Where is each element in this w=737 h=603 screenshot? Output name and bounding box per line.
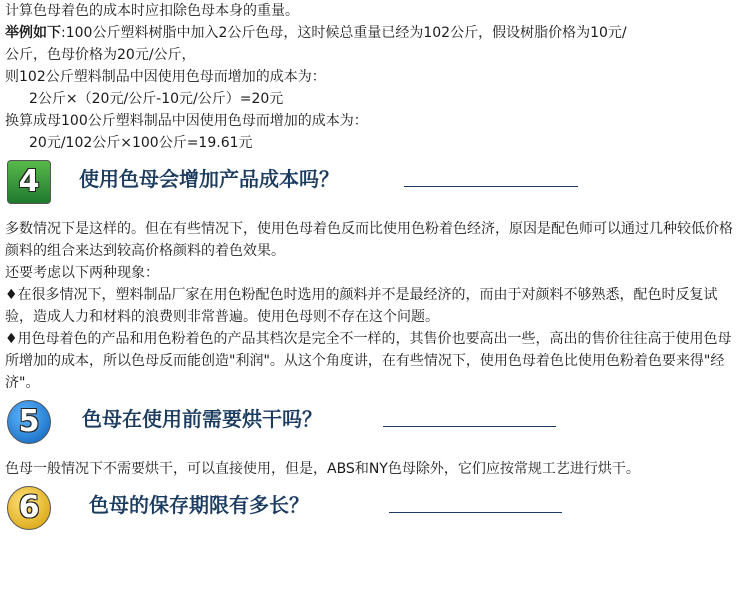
badge-number: 6 <box>18 490 40 525</box>
section-4-paragraph-2: 还要考虑以下两种现象： <box>5 265 159 281</box>
section-4-bullet-1: ♦在很多情况下，塑料制品厂家在用色粉配色时选用的颜料并不是最经济的，而由于对颜料不够熟悉，配色时反复试验，造成人力和材料的浪费则非常普遍。使用色母则不存在这个问题。 <box>5 287 718 325</box>
intro-line-3: 公斤，色母价格为20元/公斤， <box>5 47 196 63</box>
badge-number: 4 <box>18 164 40 199</box>
section-6-title: 色母的保存期限有多长？ <box>89 493 309 517</box>
example-label: 举例如下 <box>5 25 61 41</box>
section-5-heading <box>5 394 733 454</box>
number-4-badge-icon <box>7 160 51 204</box>
intro-example-line <box>5 22 733 44</box>
intro-formula-1: 2公斤×（20元/公斤-10元/公斤）=20元 <box>29 91 284 107</box>
heading-rule <box>389 512 562 513</box>
section-6-heading <box>5 480 733 540</box>
number-6-badge-icon <box>7 486 51 530</box>
article-body <box>5 0 733 540</box>
section-5-paragraph-1: 色母一般情况下不需要烘干，可以直接使用，但是，ABS和NY色母除外，它们应按常规工艺进行烘干。 <box>5 461 640 477</box>
intro-line-4: 则102公斤塑料制品中因使用色母而增加的成本为： <box>5 69 326 85</box>
section-4-heading <box>5 154 733 214</box>
example-text: :100公斤塑料树脂中加入2公斤色母，这时候总重量已经为102公斤，假设树脂价格为10元/ <box>61 25 627 41</box>
badge-number: 5 <box>18 404 40 439</box>
section-4-paragraph-1: 多数情况下是这样的。但在有些情况下，使用色母着色反而比使用色粉着色经济，原因是配色师可以通过几种较低价格颜料的组合来达到较高价格颜料的着色效果。 <box>5 221 733 259</box>
intro-formula-2: 20元/102公斤×100公斤=19.61元 <box>29 135 253 151</box>
heading-rule <box>383 426 556 427</box>
intro-line-6: 换算成母100公斤塑料制品中因使用色母而增加的成本为： <box>5 113 368 129</box>
section-4-bullet-2: ♦用色母着色的产品和用色粉着色的产品其档次是完全不一样的，其售价也要高出一些，高出的售价往往高于使用色母所增加的成本，所以色母反而能创造"利润"。从这个角度讲，在有些情况下，使用色母着色比使用色粉着色要来得"经济"。 <box>5 331 732 391</box>
section-4-title: 使用色母会增加产品成本吗？ <box>79 167 339 191</box>
number-5-badge-icon <box>7 400 51 444</box>
section-5-title: 色母在使用前需要烘干吗？ <box>82 407 322 431</box>
heading-rule <box>404 186 578 187</box>
intro-line-1: 计算色母着色的成本时应扣除色母本身的重量。 <box>5 3 299 19</box>
